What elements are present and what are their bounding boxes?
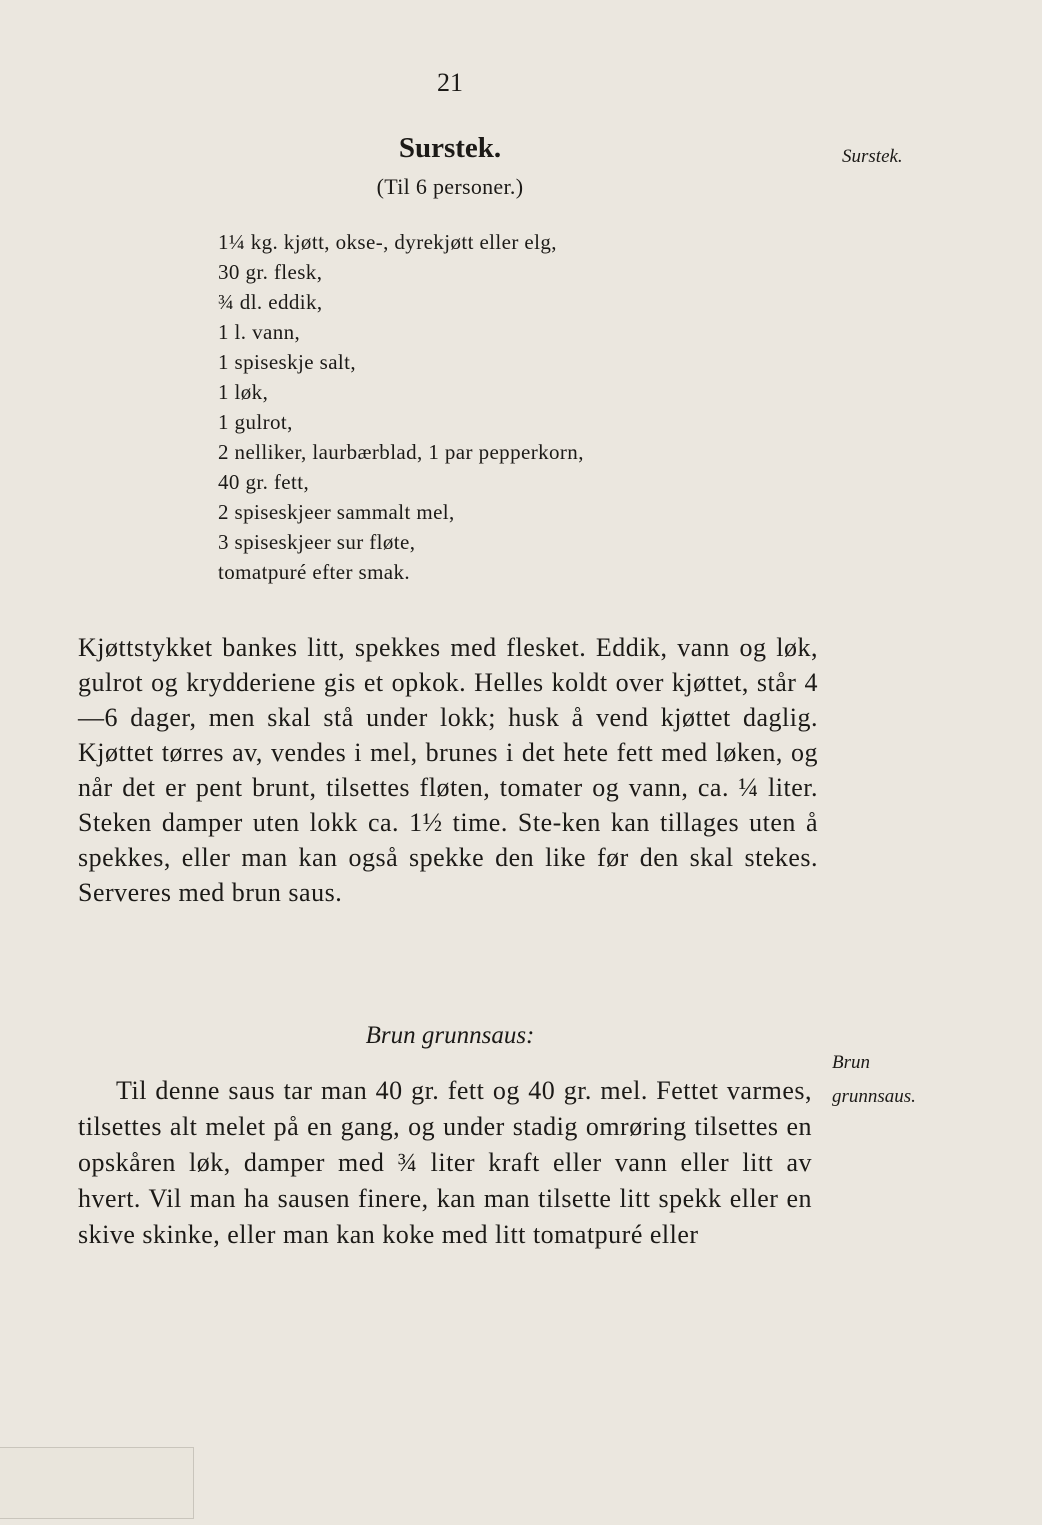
ingredient-list bbox=[218, 227, 584, 587]
margin-note-brun-grunnsaus bbox=[832, 1046, 916, 1114]
ingredient-item: 40 gr. fett, bbox=[218, 470, 310, 494]
ingredient-item: 3 spiseskjeer sur fløte, bbox=[218, 530, 416, 554]
page-number: 21 bbox=[437, 68, 463, 97]
library-stamp-box bbox=[0, 1447, 194, 1519]
ingredient-item: 2 spiseskjeer sammalt mel, bbox=[218, 500, 455, 524]
ingredient-item: tomatpuré efter smak. bbox=[218, 560, 411, 584]
ingredient-item: 1 løk, bbox=[218, 380, 269, 404]
ingredient-item: 1 spiseskje salt, bbox=[218, 350, 357, 374]
sauce-paragraph: Til denne saus tar man 40 gr. fett og 40 gr. mel. Fettet varmes, tilsettes alt melet på en gang, og under stadig omrøring tilsettes en opskåren løk, damper med ¾ liter kraft eller vann eller litt av hvert. Vil man ha sausen finere, kan man tilsette litt spekk eller en skive skinke, eller man kan koke med litt tomatpuré eller bbox=[78, 1076, 812, 1249]
ingredient-item: 1 l. vann, bbox=[218, 320, 301, 344]
ingredient-item: 1¼ kg. kjøtt, okse-, dyrekjøtt eller elg, bbox=[218, 230, 557, 254]
margin-note-line: grunnsaus. bbox=[832, 1086, 916, 1107]
section-heading-brun-grunnsaus: Brun grunnsaus: bbox=[365, 1022, 535, 1049]
ingredient-item: 2 nelliker, laurbærblad, 1 par pepperkorn, bbox=[218, 440, 584, 464]
recipe-servings: (Til 6 personer.) bbox=[376, 174, 524, 199]
ingredient-item: 1 gulrot, bbox=[218, 410, 293, 434]
margin-note-line: Brun bbox=[832, 1052, 870, 1073]
ingredient-item: 30 gr. flesk, bbox=[218, 260, 323, 284]
ingredient-item: ¾ dl. eddik, bbox=[218, 290, 323, 314]
margin-note-surstek: Surstek. bbox=[842, 146, 903, 167]
recipe-title: Surstek. bbox=[398, 132, 502, 164]
method-paragraph: Kjøttstykket bankes litt, spekkes med flesket. Eddik, vann og løk, gulrot og krydderiene gis et opkok. Helles koldt over kjøttet, står 4—6 dager, men skal stå under lokk; husk å vend kjøttet daglig. Kjøttet tørres av, vendes i mel, brunes i det hete fett med løken, og når det er pent brunt, tilsettes fløten, tomater og vann, ca. ¼ liter. Steken damper uten lokk ca. 1½ time. Ste-ken kan tillages uten å spekkes, eller man kan også spekke den like før den skal stekes. Serveres med brun saus. bbox=[78, 633, 818, 907]
